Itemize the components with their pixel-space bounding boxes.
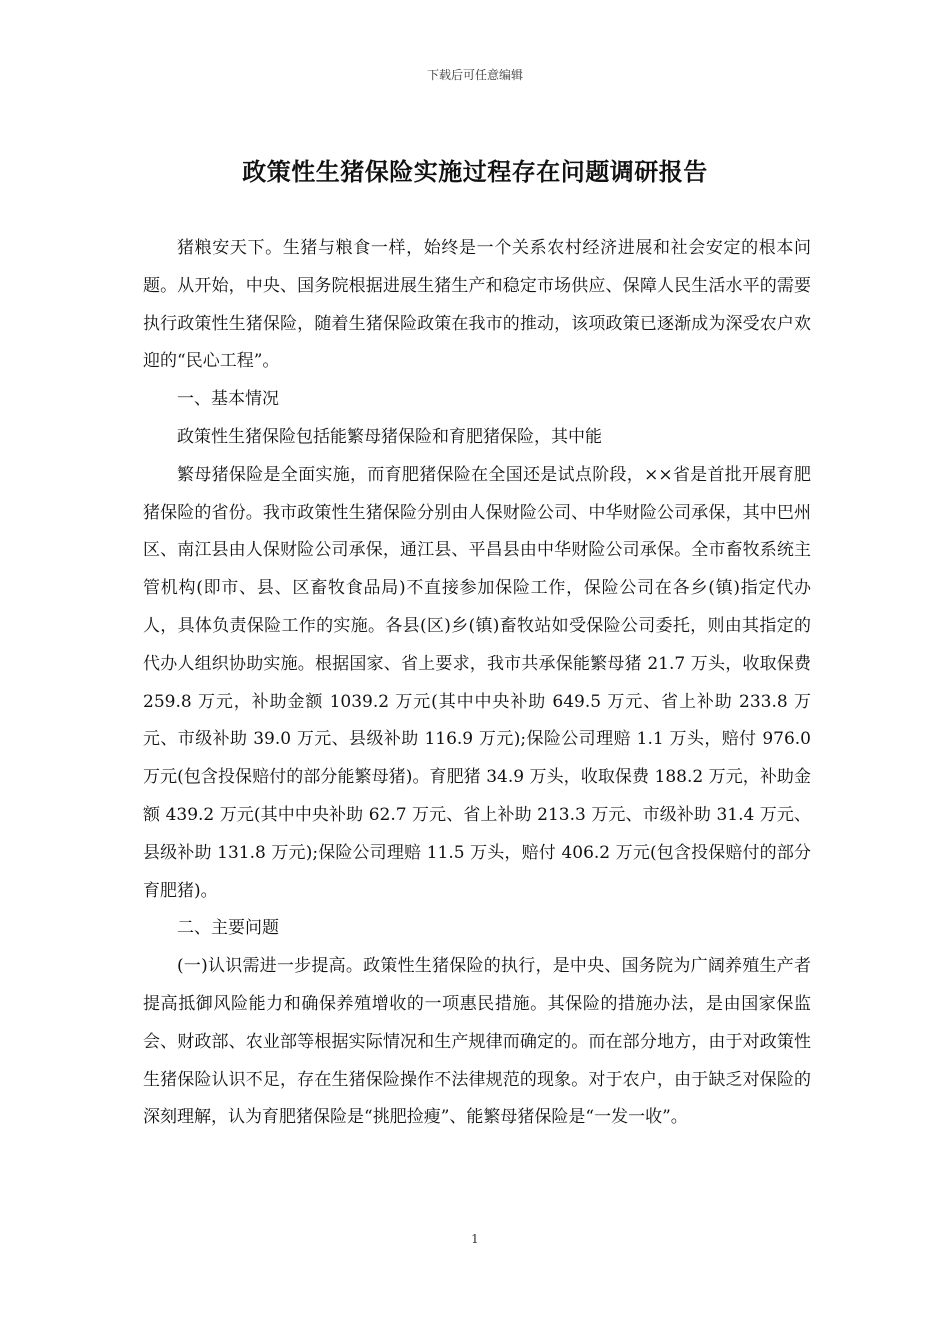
paragraph-problem-awareness: (一)认识需进一步提高。政策性生猪保险的执行，是中央、国务院为广阔养殖生产者提高抵御风险能力和确保养殖增收的一项惠民措施。其保险的措施办法，是由国家保监会、财政部、农业部等根据实际情况和生产规律而确定的。而在部分地方，由于对政策性生猪保险认识不足，存在生猪保险操作不法律规范的现象。对于农户，由于缺乏对保险的深刻理解，认为育肥猪保险是“挑肥捡瘦”、能繁母猪保险是“一发一收”。	[143, 956, 811, 1128]
document-title: 政策性生猪保险实施过程存在问题调研报告	[242, 158, 708, 186]
paragraph-basic-situation: 繁母猪保险是全面实施，而育肥猪保险在全国还是试点阶段，××省是首批开展育肥猪保险的省份。我市政策性生猪保险分别由人保财险公司、中华财险公司承保，其中巴州区、南江县由人保财险公司承保，通江县、平昌县由中华财险公司承保。全市畜牧系统主管机构(即市、县、区畜牧食品局)不直接参加保险工作，保险公司在各乡(镇)指定代办人，具体负责保险工作的实施。各县(区)乡(镇)畜牧站如受保险公司委托，则由其指定的代办人组织协助实施。根据国家、省上要求，我市共承保能繁母猪 21.7 万头，收取保费 259.8 万元，补助金额 1039.2 万元(其中中央补助 649.5 万元、省上补助 233.8 万元、市级补助 39.0 万元、县级补助 116.9 万元);保险公司理赔 1.1 万头，赔付 976.0 万元(包含投保赔付的部分能繁母猪)。育肥猪 34.9 万头，收取保费 188.2 万元，补助金额 439.2 万元(其中中央补助 62.7 万元、省上补助 213.3 万元、市级补助 31.4 万元、县级补助 131.8 万元);保险公司理赔 11.5 万头，赔付 406.2 万元(包含投保赔付的部分育肥猪)。	[143, 464, 811, 901]
section-heading-basic: 一、基本情况	[177, 389, 279, 410]
paragraph-insurance-types: 政策性生猪保险包括能繁母猪保险和育肥猪保险，其中能	[177, 426, 602, 447]
paragraph-intro: 猪粮安天下。生猪与粮食一样，始终是一个关系农村经济进展和社会安定的根本问题。从开始，中央、国务院根据进展生猪生产和稳定市场供应、保障人民生活水平的需要执行政策性生猪保险，随着生猪保险政策在我市的推动，该项政策已逐渐成为深受农户欢迎的“民心工程”。	[143, 238, 811, 372]
document-body	[143, 230, 811, 1137]
header-note: 下载后可任意编辑	[426, 68, 523, 82]
page-number: 1	[471, 1232, 479, 1246]
section-heading-problems: 二、主要问题	[177, 918, 279, 939]
